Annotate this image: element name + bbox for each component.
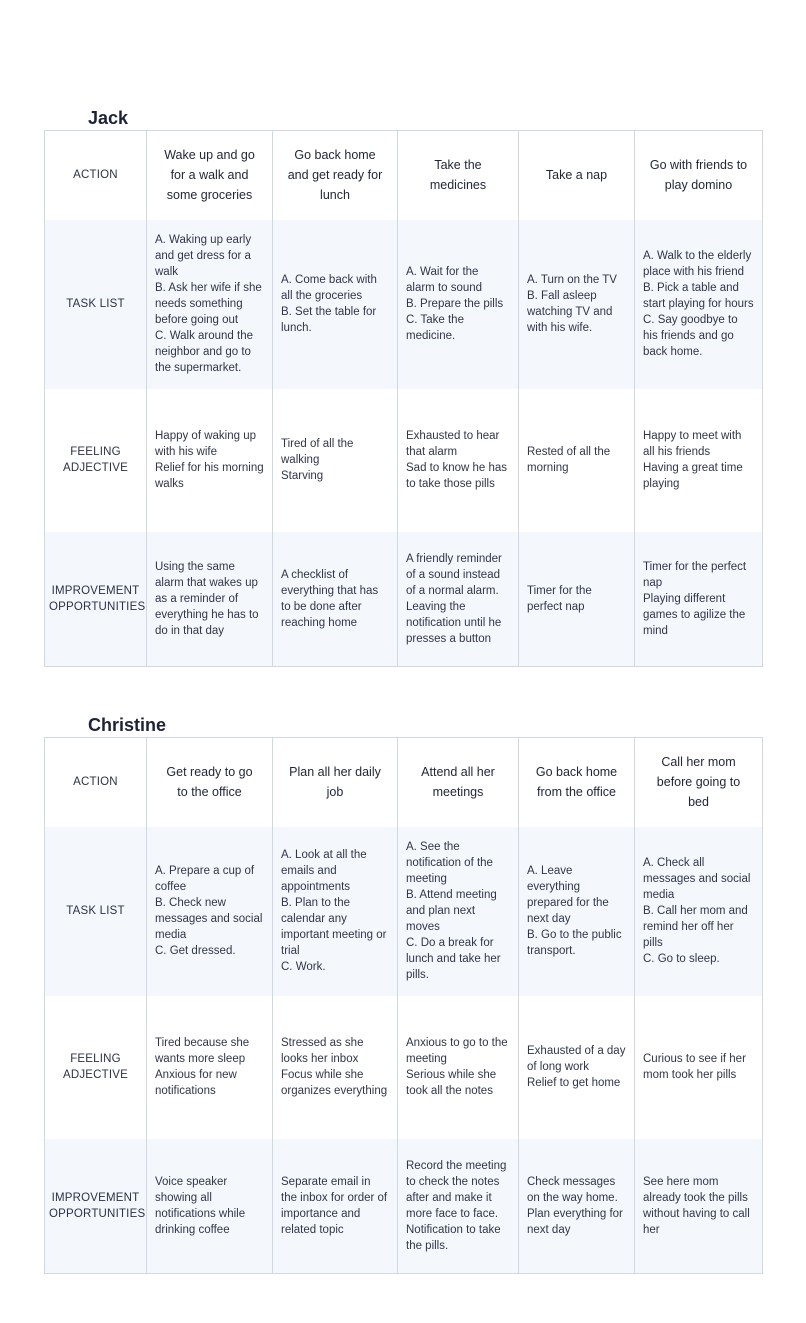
improvement-cell: Timer for the perfect nap Playing different games to agilize the mind [635,532,763,667]
persona-name-jack: Jack [88,108,129,128]
task-cell: A. Prepare a cup of coffee B. Check new messages and social media C. Get dressed. [147,827,273,996]
action-cell: Take a nap [519,131,635,220]
improvement-cell: Record the meeting to check the notes after and make it more face to face. Notification to take the pills. [398,1139,519,1274]
improvement-cell: See here mom already took the pills without having to call her [635,1139,763,1274]
task-cell: A. Come back with all the groceries B. Set the table for lunch. [273,220,398,389]
feeling-row [45,389,763,532]
feeling-cell: Exhausted of a day of long work Relief to get home [519,996,635,1139]
task-cell: A. Check all messages and social media B. Call her mom and remind her off her pills C. Go to sleep. [635,827,763,996]
feeling-label: FEELING ADJECTIVE [45,389,147,532]
improvement-cell: Timer for the perfect nap [519,532,635,667]
feeling-cell: Stressed as she looks her inbox Focus while she organizes everything [273,996,398,1139]
task-list-row [45,827,763,996]
action-row [45,131,763,220]
feeling-row [45,996,763,1139]
task-list-label: TASK LIST [45,220,147,389]
improvement-row [45,532,763,667]
improvement-cell: A friendly reminder of a sound instead of a normal alarm. Leaving the notification until he presses a button [398,532,519,667]
action-row [45,738,763,827]
task-cell: A. Wait for the alarm to sound B. Prepare the pills C. Take the medicine. [398,220,519,389]
task-cell: A. Look at all the emails and appointments B. Plan to the calendar any important meeting or trial C. Work. [273,827,398,996]
improvement-cell: Using the same alarm that wakes up as a reminder of everything he has to do in that day [147,532,273,667]
action-cell: Wake up and go for a walk and some groceries [147,131,273,220]
task-cell: A. See the notification of the meeting B. Attend meeting and plan next moves C. Do a break for lunch and take her pills. [398,827,519,996]
feeling-cell: Happy to meet with all his friends Having a great time playing [635,389,763,532]
improvement-cell: Check messages on the way home. Plan everything for next day [519,1139,635,1274]
action-label: ACTION [45,738,147,827]
improvement-cell: A checklist of everything that has to be done after reaching home [273,532,398,667]
improvement-label: IMPROVEMENT OPPORTUNITIES [45,1139,147,1274]
action-cell: Plan all her daily job [273,738,398,827]
journey-table-christine [44,737,763,1274]
action-cell: Go back home from the office [519,738,635,827]
feeling-cell: Rested of all the morning [519,389,635,532]
improvement-cell: Voice speaker showing all notifications while drinking coffee [147,1139,273,1274]
task-cell: A. Turn on the TV B. Fall asleep watching TV and with his wife. [519,220,635,389]
feeling-cell: Tired of all the walking Starving [273,389,398,532]
task-cell: A. Waking up early and get dress for a walk B. Ask her wife if she needs something before going out C. Walk around the neighbor and go to the supermarket. [147,220,273,389]
action-label: ACTION [45,131,147,220]
feeling-cell: Tired because she wants more sleep Anxious for new notifications [147,996,273,1139]
journey-table-jack [44,130,763,667]
action-cell: Attend all her meetings [398,738,519,827]
improvement-row [45,1139,763,1274]
action-cell: Go with friends to play domino [635,131,763,220]
feeling-cell: Exhausted to hear that alarm Sad to know he has to take those pills [398,389,519,532]
persona-name-christine: Christine [88,715,167,735]
improvement-label: IMPROVEMENT OPPORTUNITIES [45,532,147,667]
task-cell: A. Walk to the elderly place with his friend B. Pick a table and start playing for hours C. Say goodbye to his friends and go back home. [635,220,763,389]
feeling-cell: Anxious to go to the meeting Serious while she took all the notes [398,996,519,1139]
feeling-cell: Happy of waking up with his wife Relief for his morning walks [147,389,273,532]
task-list-label: TASK LIST [45,827,147,996]
task-list-row [45,220,763,389]
feeling-cell: Curious to see if her mom took her pills [635,996,763,1139]
action-cell: Go back home and get ready for lunch [273,131,398,220]
action-cell: Take the medicines [398,131,519,220]
task-cell: A. Leave everything prepared for the next day B. Go to the public transport. [519,827,635,996]
action-cell: Call her mom before going to bed [635,738,763,827]
action-cell: Get ready to go to the office [147,738,273,827]
improvement-cell: Separate email in the inbox for order of importance and related topic [273,1139,398,1274]
feeling-label: FEELING ADJECTIVE [45,996,147,1139]
